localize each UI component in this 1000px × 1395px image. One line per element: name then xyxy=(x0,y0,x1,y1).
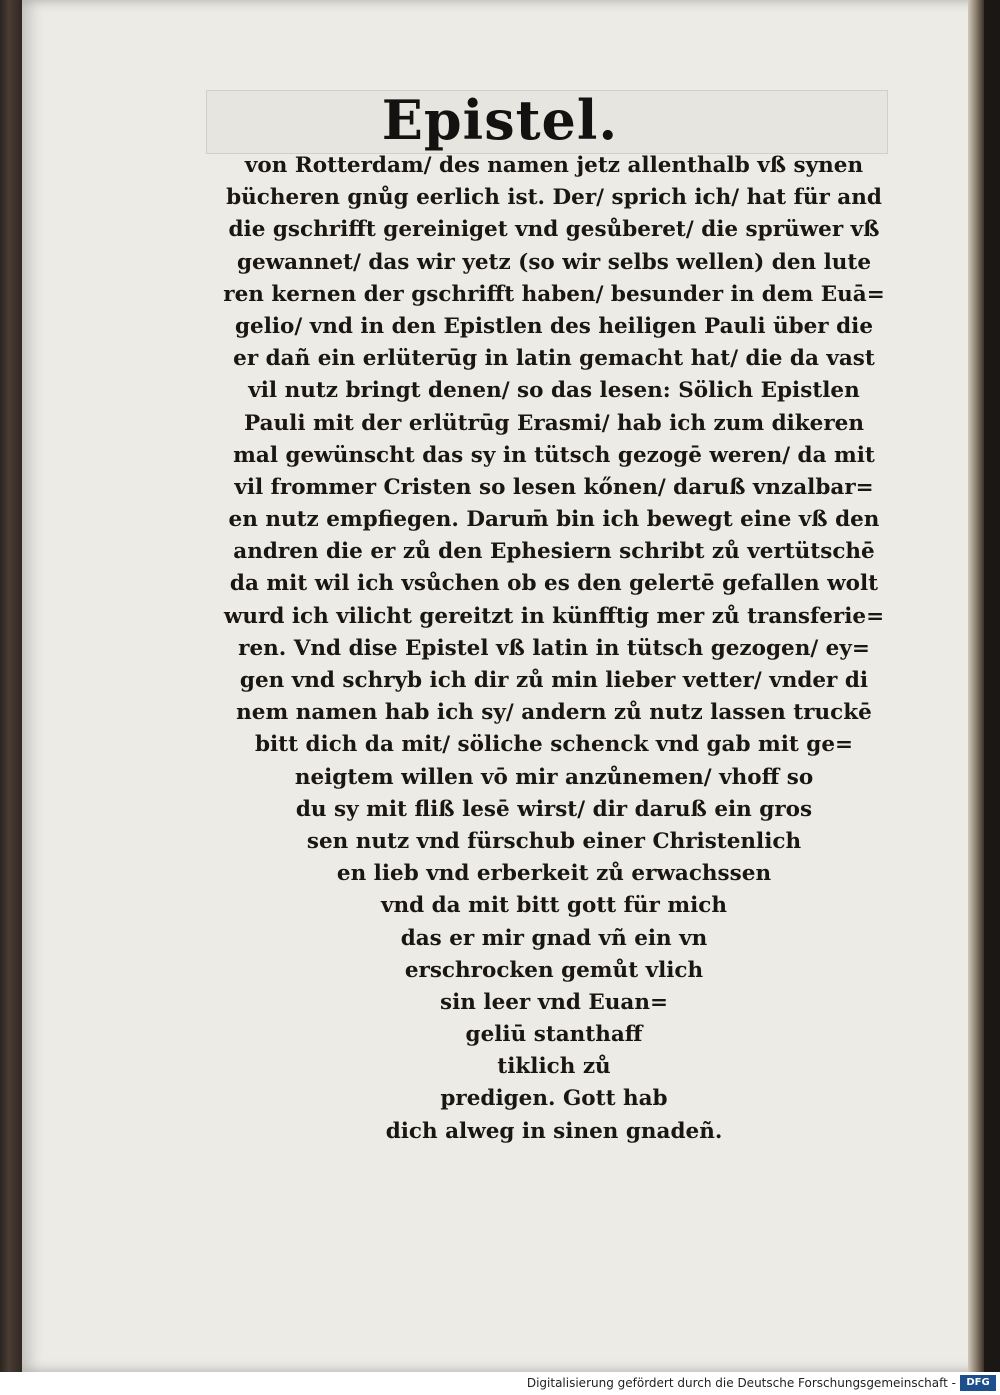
text-line: en nutz empfiegen. Darum̄ bin ich bewegt eine vß den xyxy=(228,507,880,533)
text-line: en lieb vnd erberkeit zů erwachssen xyxy=(336,861,772,887)
text-line: ren. Vnd dise Epistel vß latin in tütsch gezogen/ ey= xyxy=(238,635,870,661)
dfg-logo-icon: DFG xyxy=(960,1375,996,1391)
text-line: tiklich zů xyxy=(497,1054,611,1080)
text-line: mal gewünscht das sy in tütsch gezogē weren/ da mit xyxy=(233,442,875,468)
page-edge xyxy=(968,0,984,1372)
body-text xyxy=(214,150,894,1148)
text-line: geliū stanthaff xyxy=(465,1022,643,1048)
text-line: gewannet/ das wir yetz (so wir selbs wellen) den lute xyxy=(236,249,872,275)
text-line: bücheren gnůg eerlich ist. Der/ sprich ich/ hat für and xyxy=(226,185,882,211)
text-line: gen vnd schryb ich dir zů min lieber vetter/ vnder di xyxy=(239,668,869,693)
text-line: das er mir gnad vñ ein vn xyxy=(400,925,708,951)
text-line: die gschrifft gereiniget vnd gesůberet/ die sprüwer vß xyxy=(228,217,880,243)
text-line: neigtem willen vō mir anzůnemen/ vhoff so xyxy=(294,764,814,790)
text-line: da mit wil ich vsůchen ob es den gelertē gefallen wolt xyxy=(229,571,879,597)
text-line: sen nutz vnd fürschub einer Christenlich xyxy=(306,828,802,854)
text-line: er dañ ein erlüterūg in latin gemacht hat/ die da vast xyxy=(233,346,875,372)
text-line: Pauli mit der erlütrūg Erasmi/ hab ich zum dikeren xyxy=(244,410,864,436)
funding-note: Digitalisierung gefördert durch die Deutsche Forschungsgemeinschaft - xyxy=(526,1376,956,1390)
text-line: bitt dich da mit/ söliche schenck vnd gab mit ge= xyxy=(254,732,854,758)
text-line: wurd ich vilicht gereitzt in künfftig mer zů transferie= xyxy=(223,603,885,629)
text-line: vil nutz bringt denen/ so das lesen: Sölich Epistlen xyxy=(248,378,860,404)
text-line: nem namen hab ich sy/ andern zů nutz lassen truckē xyxy=(236,700,872,726)
footer-bar xyxy=(0,1372,1000,1395)
text-line: vil frommer Cristen so lesen kőnen/ daruß vnzalbar= xyxy=(234,474,874,500)
text-line: dich alweg in sinen gnadeñ. xyxy=(385,1118,723,1144)
text-line: predigen. Gott hab xyxy=(440,1086,668,1112)
text-line: vnd da mit bitt gott für mich xyxy=(380,893,728,919)
text-line: erschrocken gemůt vlich xyxy=(404,957,704,983)
book-binding xyxy=(0,0,22,1372)
text-line: gelio/ vnd in den Epistlen des heiligen Pauli über die xyxy=(234,313,874,339)
text-line: ren kernen der gschrifft haben/ besunder in dem Euā= xyxy=(223,281,885,307)
text-line: andren die er zů den Ephesiern schribt zů vertütschē xyxy=(233,539,875,565)
page-title: Epistel. xyxy=(381,88,619,152)
text-line: sin leer vnd Euan= xyxy=(440,989,668,1015)
text-line: von Rotterdam/ des namen jetz allenthalb vß synen xyxy=(244,153,864,178)
text-line: du sy mit fliß lesē wirst/ dir daruß ein gros xyxy=(295,796,813,822)
